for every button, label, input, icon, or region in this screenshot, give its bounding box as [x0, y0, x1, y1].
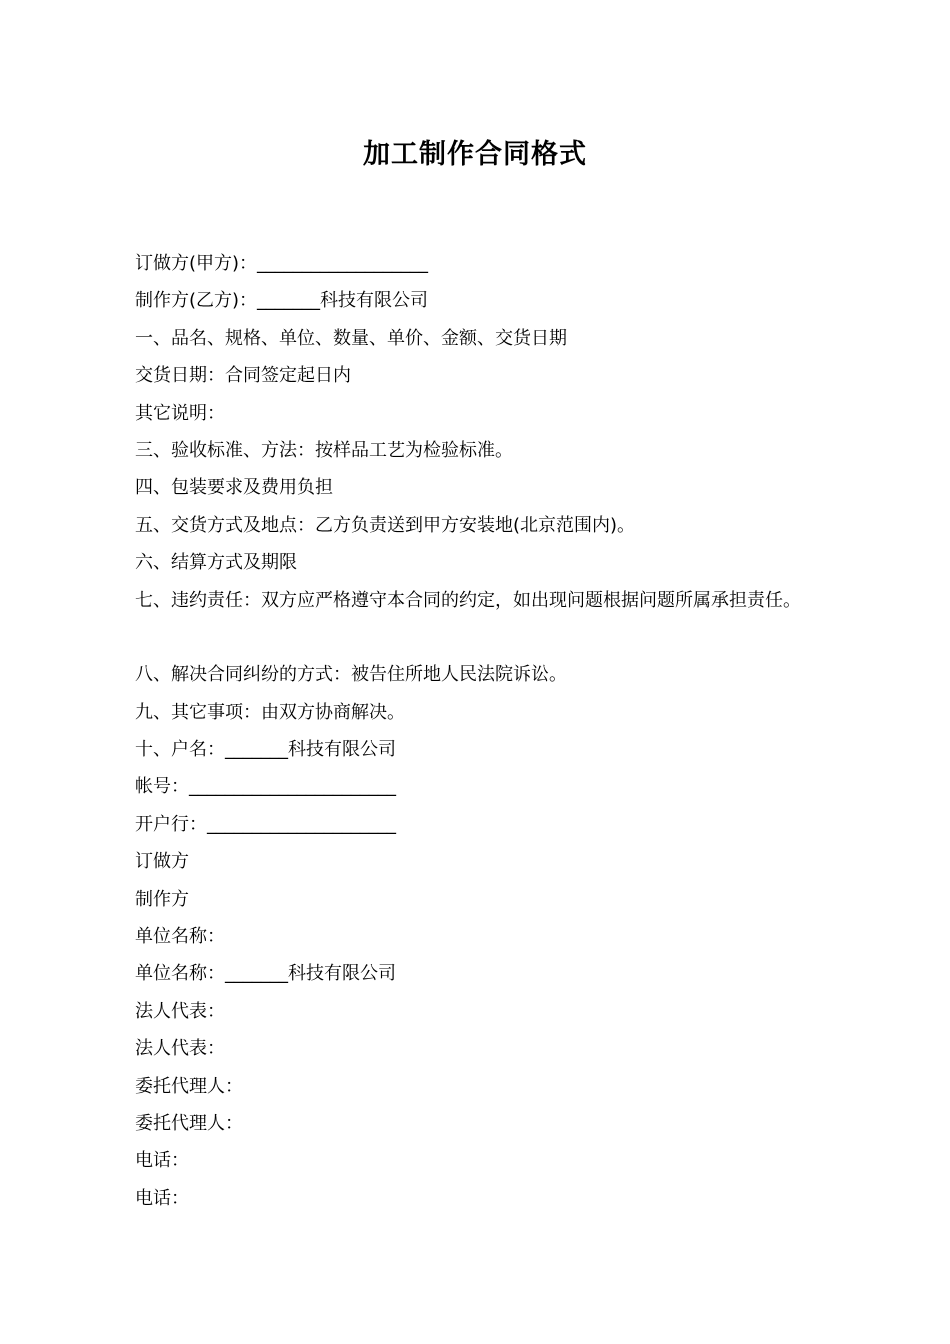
- maker-agent-line: 委托代理人：: [135, 1112, 243, 1134]
- party-a-line: 订做方(甲方)：___________________: [135, 253, 429, 274]
- orderer-legal-rep-line: 法人代表：: [135, 1000, 225, 1022]
- paragraph-gap: [135, 619, 925, 656]
- maker-phone-line: 电话：: [135, 1187, 189, 1209]
- orderer-agent-line: 委托代理人：: [135, 1075, 243, 1097]
- document-title: 加工制作合同格式: [363, 139, 587, 170]
- maker-unit-name-line: 单位名称：_______科技有限公司: [135, 963, 396, 985]
- other-notes-line: 其它说明：: [135, 402, 225, 424]
- clause-6-line: 六、结算方式及期限: [135, 552, 297, 574]
- party-b-line: 制作方(乙方)：_______科技有限公司: [135, 290, 429, 312]
- maker-signature-heading: 制作方: [135, 888, 189, 910]
- clause-3-line: 三、验收标准、方法：按样品工艺为检验标准。: [135, 439, 513, 461]
- clause-4-line: 四、包装要求及费用负担: [135, 477, 333, 499]
- orderer-unit-name-line: 单位名称：: [135, 926, 225, 948]
- delivery-date-line: 交货日期：合同签定起日内: [135, 365, 351, 387]
- clause-10-account-name-line: 十、户名：_______科技有限公司: [135, 739, 396, 761]
- document-body: [135, 245, 925, 1217]
- bank-line: 开户行：_____________________: [135, 813, 396, 835]
- clause-8-line: 八、解决合同纠纷的方式：被告住所地人民法院诉讼。: [135, 664, 567, 686]
- clause-9-line: 九、其它事项：由双方协商解决。: [135, 701, 405, 723]
- clause-7-line: 七、违约责任：双方应严格遵守本合同的约定，如出现问题根据问题所属承担责任。: [135, 589, 801, 611]
- maker-legal-rep-line: 法人代表：: [135, 1038, 225, 1060]
- clause-1-line: 一、品名、规格、单位、数量、单价、金额、交货日期: [135, 327, 567, 349]
- orderer-signature-heading: 订做方: [135, 851, 189, 873]
- orderer-phone-line: 电话：: [135, 1150, 189, 1172]
- clause-5-line: 五、交货方式及地点：乙方负责送到甲方安装地(北京范围内)。: [135, 514, 636, 536]
- account-number-line: 帐号：_______________________: [135, 776, 396, 798]
